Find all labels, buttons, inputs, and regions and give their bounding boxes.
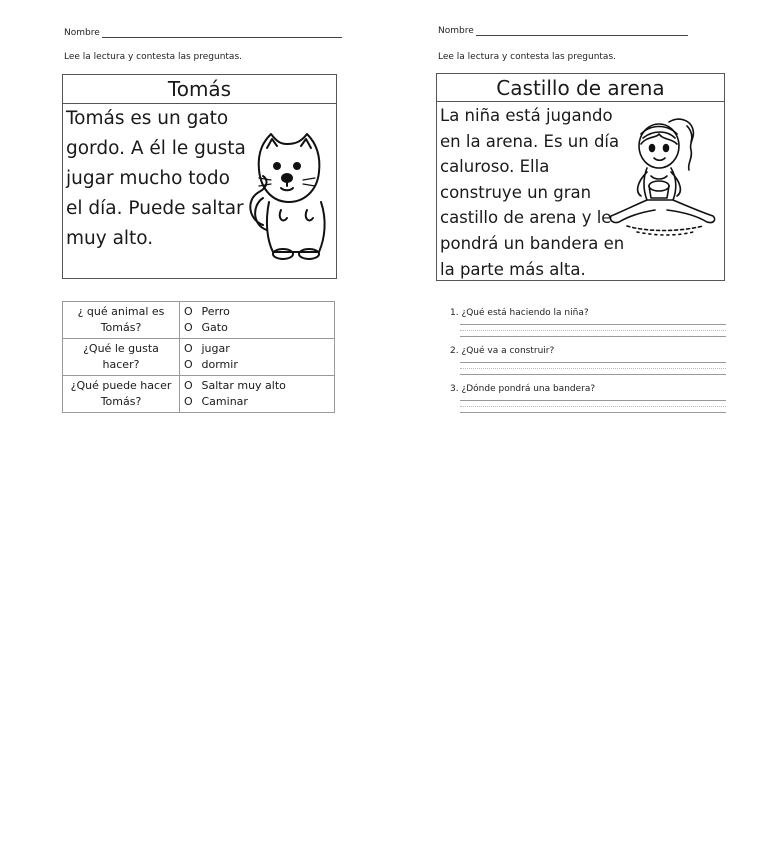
left-story-text: [66, 104, 246, 254]
answer-line[interactable]: [460, 374, 726, 375]
answer-option[interactable]: [184, 357, 330, 373]
option-circle[interactable]: O: [184, 358, 193, 371]
question-text: ¿Qué puede hacer: [70, 379, 172, 392]
option-label: Caminar: [201, 395, 248, 408]
left-story-line: muy alto.: [66, 228, 154, 249]
left-instructions: Lee la lectura y contesta las preguntas.: [64, 52, 243, 62]
answer-option[interactable]: [184, 320, 330, 336]
answer-cell: [180, 376, 335, 413]
left-question-table: [62, 301, 335, 413]
right-story-text: [440, 103, 624, 282]
answer-line[interactable]: [460, 368, 726, 369]
right-story-title: Castillo de arena: [437, 74, 724, 102]
right-story-line: pondrá un bandera en: [440, 233, 625, 253]
option-label: Saltar muy alto: [201, 379, 286, 392]
option-label: Perro: [201, 305, 230, 318]
right-instructions: Lee la lectura y contesta las preguntas.: [438, 52, 617, 62]
answer-line[interactable]: [460, 336, 726, 337]
left-nombre-line: [102, 37, 342, 38]
answer-line[interactable]: [460, 400, 726, 401]
answer-line[interactable]: [460, 324, 726, 325]
left-story-line: el día. Puede saltar: [66, 198, 244, 219]
left-story-line: gordo. A él le gusta: [66, 138, 246, 159]
right-story-line: La niña está jugando: [440, 106, 613, 125]
right-story-line: construye un gran: [440, 182, 592, 202]
table-row: [63, 339, 335, 376]
right-nombre-line: [476, 35, 688, 36]
question-cell: [63, 339, 180, 376]
right-story-line: castillo de arena y le: [440, 208, 612, 228]
option-circle[interactable]: O: [184, 305, 193, 318]
right-question-1: 1. ¿Qué está haciendo la niña?: [450, 308, 589, 318]
option-circle[interactable]: O: [184, 379, 193, 392]
question-text: hacer?: [102, 358, 140, 371]
left-nombre-label: Nombre: [64, 28, 100, 38]
answer-option[interactable]: [184, 304, 330, 320]
right-story-line: en la arena. Es un día: [440, 131, 620, 151]
answer-line[interactable]: [460, 412, 726, 413]
answer-cell: [180, 339, 335, 376]
table-row: [63, 376, 335, 413]
right-question-3: 3. ¿Dónde pondrá una bandera?: [450, 384, 596, 394]
right-story-line: caluroso. Ella: [440, 157, 550, 177]
girl-icon: [607, 116, 723, 246]
right-story-box: [436, 73, 725, 281]
right-nombre-label: Nombre: [438, 26, 474, 36]
answer-option[interactable]: [184, 394, 330, 410]
cat-icon: [241, 130, 335, 265]
left-story-box: [62, 74, 337, 279]
answer-line[interactable]: [460, 330, 726, 331]
right-question-2: 2. ¿Qué va a construir?: [450, 346, 555, 356]
option-circle[interactable]: O: [184, 342, 193, 355]
answer-cell: [180, 302, 335, 339]
option-label: Gato: [201, 321, 228, 334]
question-text: ¿ qué animal es: [77, 305, 165, 318]
option-circle[interactable]: O: [184, 321, 193, 334]
option-label: dormir: [201, 358, 238, 371]
left-story-line: jugar mucho todo: [66, 168, 230, 189]
left-story-title: Tomás: [63, 75, 336, 104]
question-text: ¿Qué le gusta: [83, 342, 159, 355]
right-nombre-field: [438, 26, 688, 36]
left-nombre-field: [64, 28, 342, 38]
option-label: jugar: [201, 342, 230, 355]
answer-line[interactable]: [460, 406, 726, 407]
table-row: [63, 302, 335, 339]
question-cell: [63, 302, 180, 339]
answer-line[interactable]: [460, 362, 726, 363]
answer-option[interactable]: [184, 341, 330, 357]
right-story-line: la parte más alta.: [440, 259, 586, 279]
question-cell: [63, 376, 180, 413]
option-circle[interactable]: O: [184, 395, 193, 408]
question-text: Tomás?: [100, 321, 142, 334]
left-story-line: Tomás es un gato: [66, 108, 229, 129]
answer-option[interactable]: [184, 378, 330, 394]
question-text: Tomás?: [100, 395, 142, 408]
